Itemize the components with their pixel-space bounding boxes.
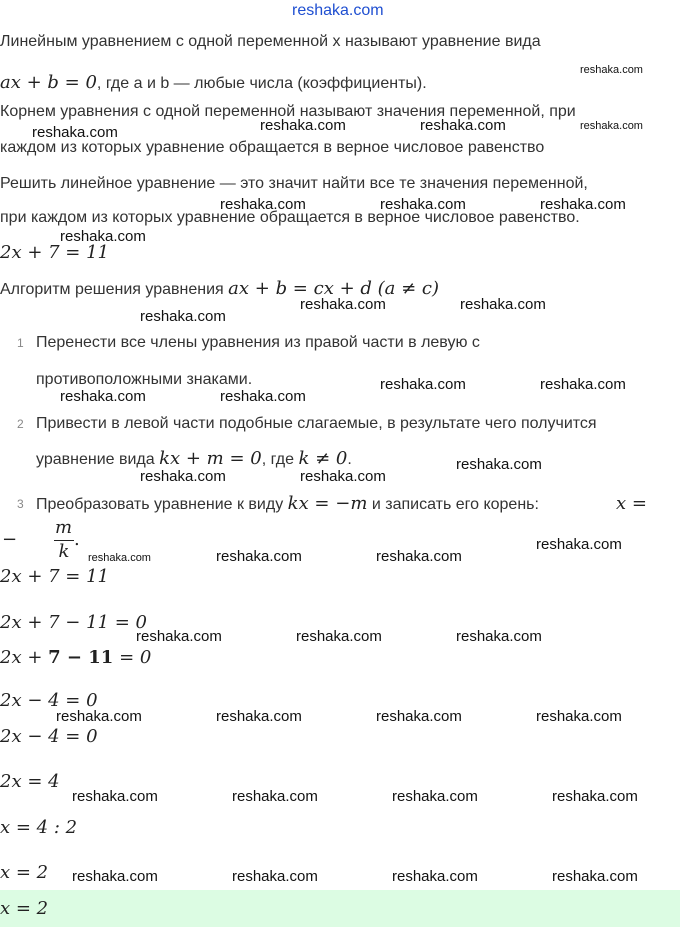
fraction-numerator: m [55, 517, 73, 538]
step-1-line-2: противоположными знаками. [36, 371, 253, 388]
solution-term: = 0 [113, 647, 152, 668]
watermark: reshaka.com [32, 124, 118, 141]
step-number: 1 [17, 336, 24, 350]
step-2-equation: kx + m = 0 [159, 448, 262, 469]
final-answer: x = 2 [0, 898, 49, 919]
step-2-condition: k ≠ 0 [298, 448, 348, 469]
watermark: reshaka.com [380, 196, 466, 213]
watermark: reshaka.com [216, 548, 302, 565]
solution-step-highlighted [0, 647, 151, 669]
step-number: 2 [17, 417, 24, 431]
step-2-line-1: Привести в левой части подобные слагаемые, в результате чего получится [36, 415, 597, 432]
fraction-minus-sign: − [2, 529, 18, 550]
root-formula-lhs: x = [616, 493, 647, 514]
watermark: reshaka.com [552, 868, 638, 885]
solution-step: 2x = 4 [0, 771, 60, 792]
watermark: reshaka.com [56, 708, 142, 725]
solution-step: x = 4 : 2 [0, 817, 78, 838]
watermark: reshaka.com [72, 868, 158, 885]
watermark: reshaka.com [456, 456, 542, 473]
solution-step: 2x + 7 = 11 [0, 566, 110, 587]
solution-term: 2x + [0, 647, 49, 668]
step-1-line-1: Перенести все члены уравнения из правой части в левую с [36, 334, 480, 351]
solution-step: 2x − 4 = 0 [0, 690, 98, 711]
watermark: reshaka.com [420, 117, 506, 134]
general-linear-form: ax + b = 0 [0, 72, 97, 93]
watermark: reshaka.com [72, 788, 158, 805]
watermark: reshaka.com [296, 628, 382, 645]
root-definition-line-2: каждом из которых уравнение обращается в верное числовое равенство [0, 139, 545, 156]
solve-definition-line-1: Решить линейное уравнение — это значит найти все те значения переменной, [0, 175, 588, 192]
watermark: reshaka.com [380, 376, 466, 393]
solve-definition-line-2: при каждом из которых уравнение обращается в верное числовое равенство. [0, 209, 580, 226]
watermark: reshaka.com [580, 120, 643, 132]
coefficients-text: , где a и b — любые числа (коэффициенты). [96, 75, 427, 92]
site-watermark-header[interactable]: reshaka.com [292, 2, 384, 19]
step-2-text: , где [261, 451, 294, 468]
fraction-period: . [74, 529, 80, 550]
answer-highlight [0, 890, 680, 927]
watermark: reshaka.com [140, 308, 226, 325]
watermark: reshaka.com [536, 708, 622, 725]
watermark: reshaka.com [232, 788, 318, 805]
root-definition-line-1: Корнем уравнения с одной переменной называют значения переменной, при [0, 103, 576, 120]
solution-step: 2x + 7 − 11 = 0 [0, 612, 147, 633]
watermark: reshaka.com [392, 788, 478, 805]
watermark: reshaka.com [60, 388, 146, 405]
solution-step: 2x − 4 = 0 [0, 726, 98, 747]
watermark: reshaka.com [460, 296, 546, 313]
solution-step: x = 2 [0, 862, 49, 883]
step-3-line-1 [36, 493, 539, 515]
fraction-denominator: k [58, 541, 70, 562]
watermark: reshaka.com [232, 868, 318, 885]
watermark: reshaka.com [88, 552, 151, 564]
watermark: reshaka.com [552, 788, 638, 805]
watermark: reshaka.com [220, 196, 306, 213]
step-3-text: Преобразовать уравнение к виду [36, 496, 284, 513]
algorithm-title-text: Алгоритм решения уравнения [0, 281, 224, 298]
watermark: reshaka.com [216, 708, 302, 725]
watermark: reshaka.com [220, 388, 306, 405]
watermark: reshaka.com [60, 228, 146, 245]
watermark: reshaka.com [580, 64, 643, 76]
watermark: reshaka.com [540, 196, 626, 213]
watermark: reshaka.com [540, 376, 626, 393]
algorithm-title-equation: ax + b = cx + d (a ≠ c) [228, 278, 439, 299]
watermark: reshaka.com [140, 468, 226, 485]
definition-line-1: Линейным уравнением с одной переменной x называют уравнение вида [0, 33, 541, 50]
watermark: reshaka.com [136, 628, 222, 645]
definition-line-2 [0, 72, 427, 94]
step-2-text: уравнение вида [36, 451, 155, 468]
step-2-period: . [347, 451, 352, 468]
example-equation: 2x + 7 = 11 [0, 242, 110, 263]
watermark: reshaka.com [392, 868, 478, 885]
watermark: reshaka.com [456, 628, 542, 645]
watermark: reshaka.com [536, 536, 622, 553]
watermark: reshaka.com [376, 708, 462, 725]
watermark: reshaka.com [376, 548, 462, 565]
step-2-line-2 [36, 448, 352, 470]
watermark: reshaka.com [300, 296, 386, 313]
solution-bold-terms: 7 − 11 [48, 647, 114, 668]
step-3-text: и записать его корень: [371, 496, 539, 513]
watermark: reshaka.com [260, 117, 346, 134]
watermark: reshaka.com [300, 468, 386, 485]
step-number: 3 [17, 497, 24, 511]
step-3-equation: kx = −m [287, 493, 368, 514]
